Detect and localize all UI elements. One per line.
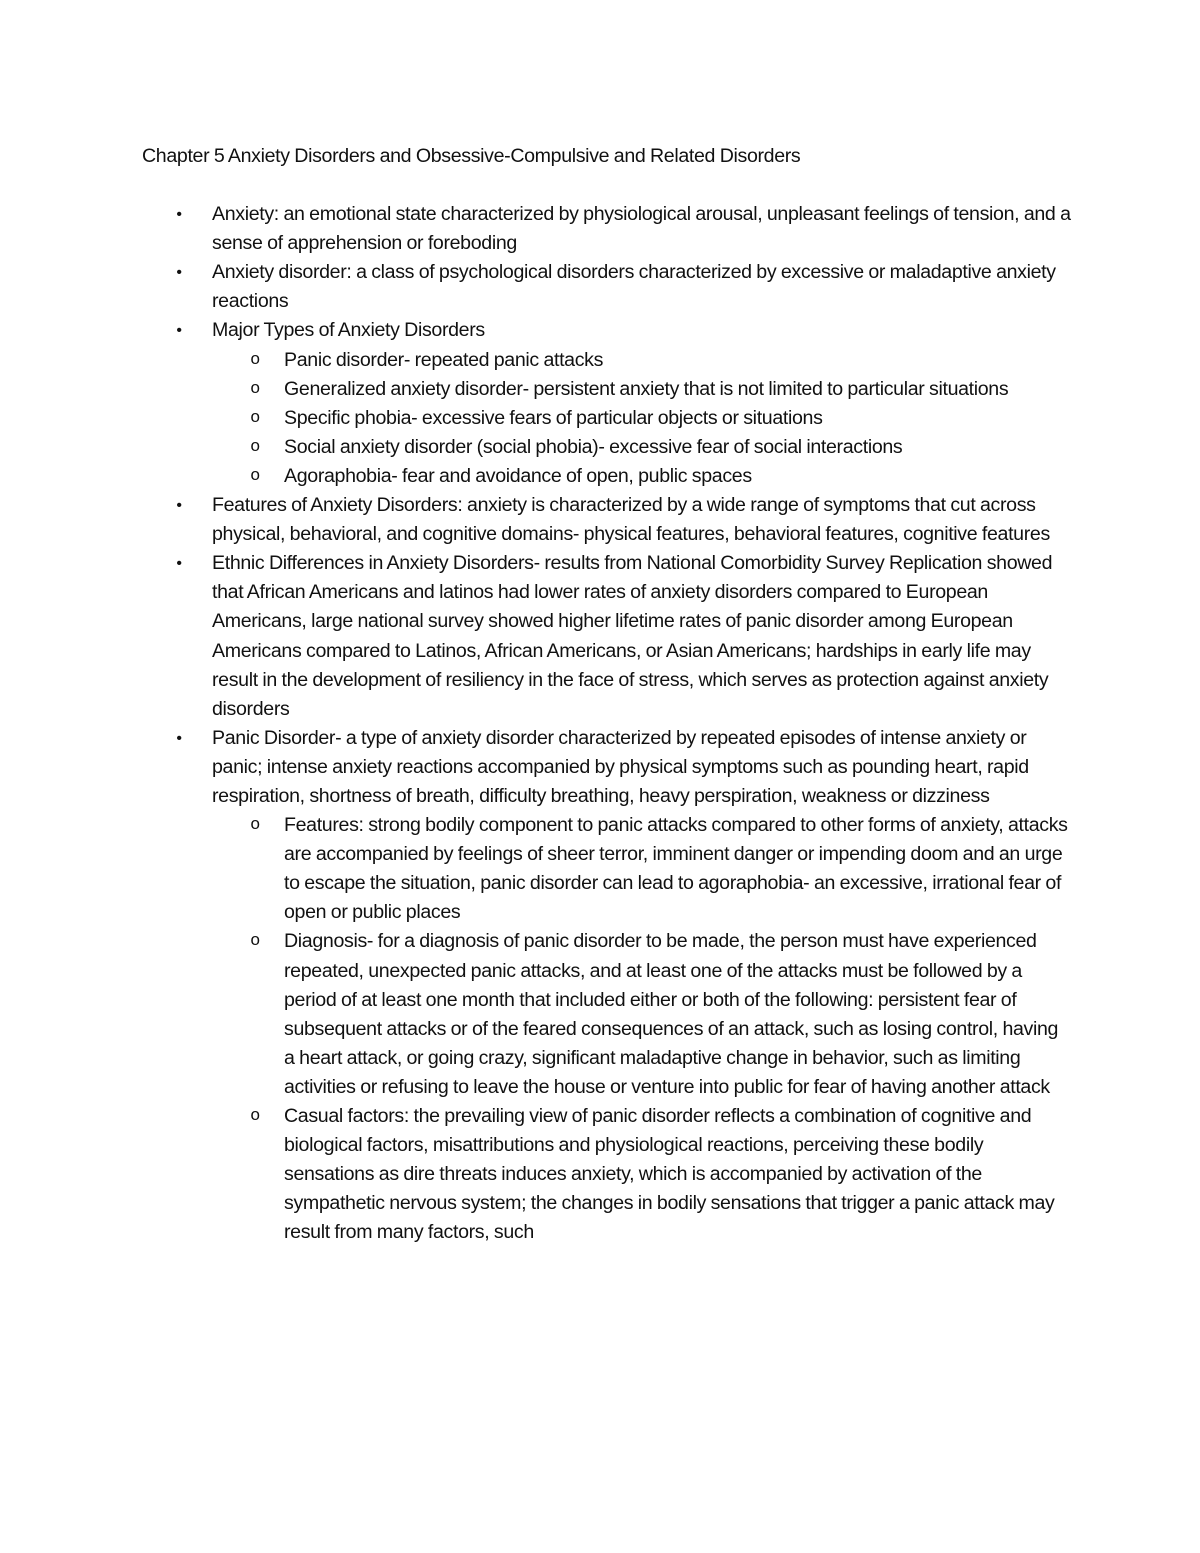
sub-list-item-text: Generalized anxiety disorder- persistent anxiety that is not limited to particular situations (284, 377, 1009, 400)
sub-bullet-icon: o (250, 350, 260, 370)
sub-list-item-text: Agoraphobia- fear and avoidance of open, public spaces (284, 464, 752, 487)
list-item-text: Major Types of Anxiety Disorders (212, 319, 485, 342)
sub-list-item (250, 346, 1072, 375)
sub-list-item-text: Specific phobia- excessive fears of particular objects or situations (284, 406, 823, 429)
list-item (176, 200, 1072, 258)
bullet-icon: • (176, 497, 182, 515)
list-item (176, 316, 1072, 491)
sub-list-item (250, 375, 1072, 404)
bullet-list (142, 200, 1072, 1247)
sub-list-item-text: Panic disorder- repeated panic attacks (284, 348, 604, 371)
sub-bullet-icon: o (250, 932, 260, 952)
sub-list-item-text: Features: strong bodily component to panic attacks compared to other forms of anxiety, attacks are accompanied by feelings of sheer terror, imminent danger or impending doom and an urge to escape the situation, panic disorder can lead to agoraphobia- an excessive, irrational fear of open or public places (284, 814, 1068, 924)
document-body (142, 142, 1072, 1247)
sub-list-item (250, 1102, 1072, 1247)
page-title: Chapter 5 Anxiety Disorders and Obsessive-Compulsive and Related Disorders (142, 145, 801, 167)
list-item-text: Anxiety: an emotional state characterized by physiological arousal, unpleasant feelings of tension, and a sense of apprehension or foreboding (212, 203, 1071, 255)
bullet-icon: • (176, 322, 182, 340)
bullet-icon: • (176, 264, 182, 282)
list-item-text: Panic Disorder- a type of anxiety disorder characterized by repeated episodes of intense anxiety or panic; intense anxiety reactions accompanied by physical symptoms such as pounding heart, rapid respiration, shortness of breath, difficulty breathing, heavy perspiration, weakness or dizziness (212, 726, 1029, 807)
sub-list-item (250, 404, 1072, 433)
sub-bullet-icon: o (250, 379, 260, 399)
list-item (176, 491, 1072, 549)
sub-list-item (250, 811, 1072, 927)
list-item (176, 549, 1072, 724)
sub-bullet-icon: o (250, 437, 260, 457)
sub-bullet-icon: o (250, 816, 260, 836)
sub-list-item (250, 927, 1072, 1102)
sub-bullet-list (212, 811, 1072, 1247)
list-item-text: Features of Anxiety Disorders: anxiety is characterized by a wide range of symptoms that cut across physical, behavioral, and cognitive domains- physical features, behavioral features, cognitive features (212, 494, 1050, 546)
sub-bullet-icon: o (250, 408, 260, 428)
sub-bullet-icon: o (250, 1107, 260, 1126)
bullet-icon: • (176, 206, 182, 224)
sub-bullet-icon: o (250, 466, 260, 486)
sub-list-item (250, 433, 1072, 462)
list-item (176, 724, 1072, 1248)
sub-bullet-list (212, 346, 1072, 491)
list-item-text: Ethnic Differences in Anxiety Disorders- results from National Comorbidity Survey Replication showed that African Americans and latinos had lower rates of anxiety disorders compared to European Americans, large national survey showed higher lifetime rates of panic disorder among European Americans compared to Latinos, African Americans, or Asian Americans; hardships in early life may result in the development of resiliency in the face of stress, which serves as protection against anxiety disorders (212, 552, 1053, 720)
list-item-text: Anxiety disorder: a class of psychological disorders characterized by excessive or maladaptive anxiety reactions (212, 261, 1056, 313)
bullet-icon: • (176, 555, 182, 573)
sub-list-item-text: Casual factors: the prevailing view of panic disorder reflects a combination of cognitive and biological factors, misattributions and physiological reactions, perceiving these bodily sensations as dire threats induces anxiety, which is accompanied by activation of the sympathetic nervous system; the changes in bodily sensations that trigger a panic attack may result from many factors, such (284, 1105, 1055, 1244)
list-item (176, 258, 1072, 316)
sub-list-item-text: Diagnosis- for a diagnosis of panic disorder to be made, the person must have experienced repeated, unexpected panic attacks, and at least one of the attacks must be followed by a period of at least one month that included either or both of the following: persistent fear of subsequent attacks or of the feared consequences of an attack, such as losing control, having a heart attack, or going crazy, significant maladaptive change in behavior, such as limiting activities or refusing to leave the house or venture into public for fear of having another attack (284, 930, 1059, 1098)
bullet-icon: • (176, 729, 182, 747)
sub-list-item-text: Social anxiety disorder (social phobia)- excessive fear of social interactions (284, 435, 903, 458)
sub-list-item (250, 462, 1072, 491)
